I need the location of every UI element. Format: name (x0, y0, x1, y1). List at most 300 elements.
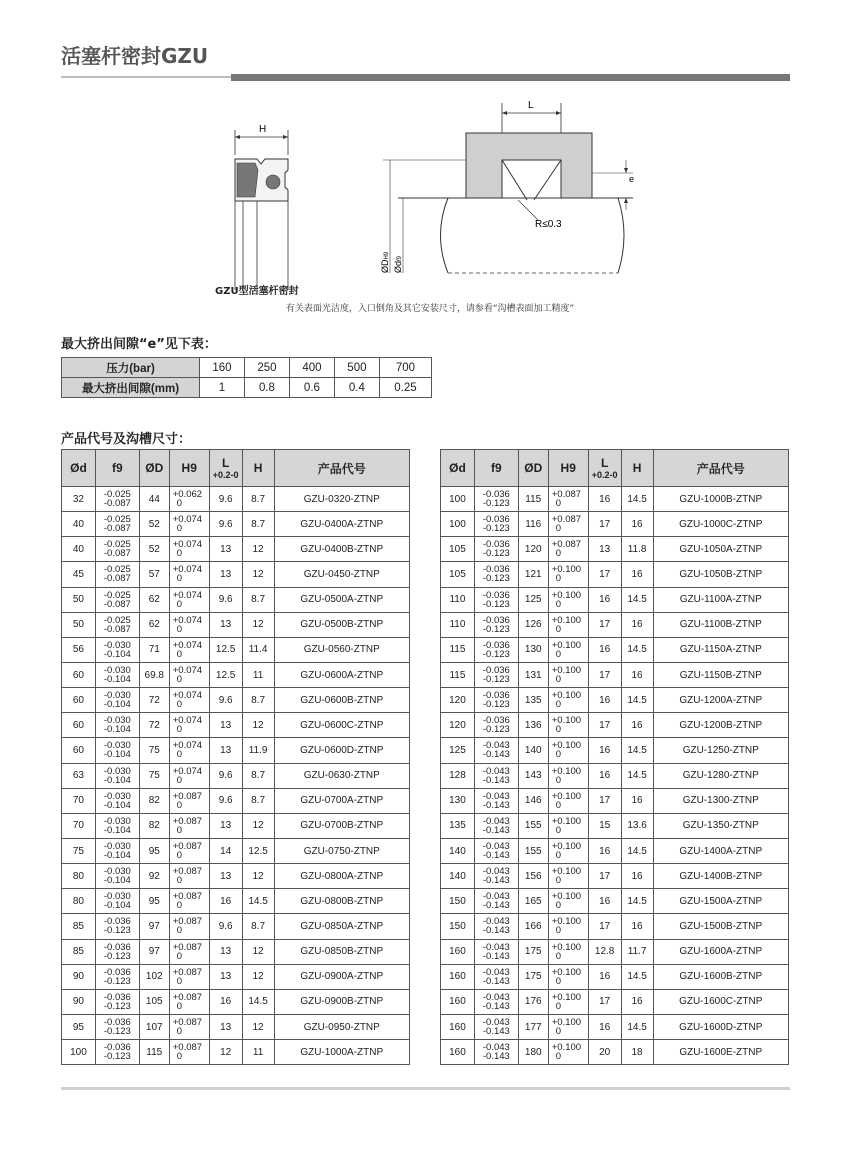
rod-tolerance-cell (95, 562, 139, 587)
groove-diameter-cell: 52 (139, 512, 169, 537)
groove-tolerance-cell (548, 637, 588, 662)
groove-tolerance-upper: +0.074 (172, 589, 203, 601)
header-groove-length (209, 450, 242, 487)
groove-tolerance-upper: +0.100 (551, 614, 582, 626)
gap-row (62, 378, 432, 398)
groove-length-cell: 17 (588, 662, 621, 687)
product-code-cell: GZU-0600A-ZTNP (274, 662, 409, 687)
rod-tolerance-upper: -0.036 (482, 690, 510, 702)
seal-height-cell: 16 (621, 713, 653, 738)
rod-tolerance-cell (95, 487, 139, 512)
groove-tolerance-lower: 0 (555, 824, 562, 836)
rod-tolerance-lower: -0.123 (482, 623, 510, 635)
groove-diameter-cell: 71 (139, 637, 169, 662)
pressure-value: 400 (289, 358, 334, 378)
table-row (62, 537, 410, 562)
rod-diameter-cell: 50 (62, 587, 96, 612)
groove-length-cell: 16 (588, 964, 621, 989)
rod-tolerance-upper: -0.025 (103, 514, 131, 526)
rod-tolerance-cell (95, 637, 139, 662)
groove-tolerance-cell (169, 889, 209, 914)
pressure-value: 250 (244, 358, 289, 378)
table-row (441, 939, 789, 964)
product-code-cell: GZU-0500A-ZTNP (274, 587, 409, 612)
header-product-code: 产品代号 (653, 450, 788, 487)
gap-value: 0.6 (289, 378, 334, 398)
groove-length-cell: 13 (209, 738, 242, 763)
rod-tolerance-lower: -0.087 (103, 623, 131, 635)
table-row (62, 813, 410, 838)
rod-tolerance-lower: -0.104 (103, 749, 131, 761)
groove-tolerance-cell (548, 1040, 588, 1065)
groove-tolerance-lower: 0 (555, 1000, 562, 1012)
seal-height-cell: 14.5 (621, 1014, 653, 1039)
groove-tolerance-cell (548, 738, 588, 763)
groove-tolerance-lower: 0 (555, 498, 562, 510)
rod-tolerance-lower: -0.143 (482, 749, 510, 761)
product-code-cell: GZU-1600C-ZTNP (653, 989, 788, 1014)
groove-tolerance-cell (169, 813, 209, 838)
groove-tolerance-lower: 0 (555, 749, 562, 761)
rod-tolerance-upper: -0.036 (482, 514, 510, 526)
rod-tolerance-lower: -0.104 (103, 824, 131, 836)
rod-tolerance-lower: -0.087 (103, 498, 131, 510)
rod-tolerance-cell (474, 1014, 518, 1039)
rod-tolerance-upper: -0.036 (103, 941, 131, 953)
groove-tolerance-lower: 0 (555, 799, 562, 811)
groove-tolerance-cell (548, 562, 588, 587)
rod-tolerance-upper: -0.043 (482, 916, 510, 928)
rod-diameter-cell: 100 (62, 1040, 96, 1065)
groove-tolerance-lower: 0 (555, 573, 562, 585)
groove-length-cell: 17 (588, 989, 621, 1014)
rod-tolerance-lower: -0.143 (482, 925, 510, 937)
rod-tolerance-upper: -0.036 (103, 1017, 131, 1029)
groove-tolerance-cell (548, 662, 588, 687)
groove-tolerance-cell (169, 738, 209, 763)
table-row (62, 914, 410, 939)
groove-length-cell: 16 (209, 889, 242, 914)
groove-tolerance-lower: 0 (176, 724, 183, 736)
table-row (441, 662, 789, 687)
rod-tolerance-upper: -0.043 (482, 941, 510, 953)
gap-value: 0.8 (244, 378, 289, 398)
rod-diameter-cell: 70 (62, 813, 96, 838)
groove-tolerance-cell (548, 914, 588, 939)
table-row (441, 587, 789, 612)
groove-tolerance-lower: 0 (176, 774, 183, 786)
groove-length-cell: 9.6 (209, 914, 242, 939)
rod-tolerance-cell (95, 813, 139, 838)
groove-length-label: L (528, 100, 534, 111)
bore-tolerance-label: H9 (384, 251, 390, 260)
table-row (62, 889, 410, 914)
groove-length-cell: 16 (209, 989, 242, 1014)
seal-cross-section-figure (215, 115, 325, 300)
products-section-title: 产品代号及沟槽尺寸： (61, 432, 192, 447)
table-row (441, 738, 789, 763)
groove-tolerance-upper: +0.100 (551, 966, 582, 978)
groove-tolerance-upper: +0.074 (172, 740, 203, 752)
product-code-cell: GZU-0700B-ZTNP (274, 813, 409, 838)
product-table-left (61, 449, 410, 1065)
groove-tolerance-upper: +0.100 (551, 841, 582, 853)
pressure-value: 160 (200, 358, 245, 378)
table-row (441, 612, 789, 637)
groove-length-cell: 16 (588, 637, 621, 662)
groove-tolerance-upper: +0.087 (172, 1017, 203, 1029)
rod-tolerance-upper: -0.025 (103, 614, 131, 626)
product-code-cell: GZU-0900B-ZTNP (274, 989, 409, 1014)
rod-tolerance-upper: -0.043 (482, 1017, 510, 1029)
rod-diameter-cell: 110 (441, 587, 475, 612)
seal-width-label: H (259, 124, 267, 135)
groove-tolerance-lower: 0 (176, 1000, 183, 1012)
product-code-cell: GZU-1200B-ZTNP (653, 713, 788, 738)
rod-tolerance-lower: -0.123 (103, 1000, 131, 1012)
groove-tolerance-lower: 0 (176, 875, 183, 887)
groove-tolerance-upper: +0.074 (172, 639, 203, 651)
rod-diameter-cell: 140 (441, 864, 475, 889)
groove-tolerance-cell (169, 587, 209, 612)
header-groove-diameter: ØD (139, 450, 169, 487)
rod-diameter-cell: 160 (441, 939, 475, 964)
title-underline-dark (231, 74, 790, 81)
header-seal-height: H (242, 450, 274, 487)
rod-tolerance-upper: -0.043 (482, 765, 510, 777)
product-code-cell: GZU-1050B-ZTNP (653, 562, 788, 587)
groove-tolerance-cell (548, 939, 588, 964)
groove-tolerance-lower: 0 (176, 699, 183, 711)
seal-height-cell: 14.5 (621, 738, 653, 763)
rod-tolerance-upper: -0.030 (103, 639, 131, 651)
rod-tolerance-lower: -0.104 (103, 699, 131, 711)
groove-length-cell: 13 (209, 1014, 242, 1039)
groove-tolerance-lower: 0 (176, 598, 183, 610)
rod-tolerance-cell (474, 813, 518, 838)
groove-tolerance-upper: +0.087 (172, 891, 203, 903)
rod-tolerance-lower: -0.104 (103, 648, 131, 660)
rod-tolerance-upper: -0.030 (103, 665, 131, 677)
seal-height-cell: 14.5 (621, 838, 653, 863)
groove-tolerance-upper: +0.074 (172, 614, 203, 626)
product-code-cell: GZU-1100B-ZTNP (653, 612, 788, 637)
footer-rule (61, 1087, 790, 1090)
rod-diameter-cell: 90 (62, 964, 96, 989)
groove-tolerance-lower: 0 (176, 950, 183, 962)
groove-tolerance-cell (169, 662, 209, 687)
groove-tolerance-cell (548, 688, 588, 713)
seal-height-cell: 14.5 (621, 637, 653, 662)
rod-tolerance-label: f9 (397, 255, 403, 261)
rod-tolerance-cell (474, 763, 518, 788)
table-row (441, 537, 789, 562)
groove-tolerance-lower: 0 (555, 774, 562, 786)
gap-label: 最大挤出间隙(mm) (62, 378, 200, 398)
rod-tolerance-cell (474, 838, 518, 863)
groove-tolerance-upper: +0.074 (172, 514, 203, 526)
rod-diameter-cell: 110 (441, 612, 475, 637)
groove-tolerance-upper: +0.100 (551, 790, 582, 802)
table-row (441, 1040, 789, 1065)
groove-tolerance-cell (169, 914, 209, 939)
rod-tolerance-cell (474, 788, 518, 813)
seal-height-cell: 16 (621, 512, 653, 537)
product-code-cell: GZU-1050A-ZTNP (653, 537, 788, 562)
rod-tolerance-cell (474, 864, 518, 889)
rod-diameter-cell: 90 (62, 989, 96, 1014)
product-code-cell: GZU-0500B-ZTNP (274, 612, 409, 637)
groove-tolerance-upper: +0.100 (551, 1017, 582, 1029)
rod-tolerance-cell (95, 662, 139, 687)
seal-height-cell: 16 (621, 914, 653, 939)
rod-diameter-cell: 105 (441, 562, 475, 587)
groove-length-cell: 12 (209, 1040, 242, 1065)
groove-diameter-cell: 62 (139, 612, 169, 637)
product-code-cell: GZU-0700A-ZTNP (274, 788, 409, 813)
groove-diameter-cell: 72 (139, 713, 169, 738)
rod-tolerance-lower: -0.087 (103, 548, 131, 560)
groove-tolerance-lower: 0 (555, 523, 562, 535)
groove-length-cell: 16 (588, 763, 621, 788)
groove-diameter-cell: 135 (518, 688, 548, 713)
seal-height-cell: 16 (621, 562, 653, 587)
pressure-row (62, 358, 432, 378)
product-code-cell: GZU-1500A-ZTNP (653, 889, 788, 914)
rod-diameter-cell: 120 (441, 713, 475, 738)
groove-tolerance-upper: +0.100 (551, 1042, 582, 1054)
bore-diameter-label: ØD (380, 259, 390, 273)
seal-height-cell: 16 (621, 989, 653, 1014)
table-row (62, 637, 410, 662)
rod-diameter-cell: 160 (441, 1040, 475, 1065)
groove-length-cell: 13 (209, 813, 242, 838)
groove-length-cell: 16 (588, 587, 621, 612)
groove-tolerance-upper: +0.087 (172, 841, 203, 853)
product-code-cell: GZU-1000B-ZTNP (653, 487, 788, 512)
groove-tolerance-cell (169, 1040, 209, 1065)
gap-value: 1 (200, 378, 245, 398)
product-code-cell: GZU-1100A-ZTNP (653, 587, 788, 612)
seal-height-cell: 11.9 (242, 738, 274, 763)
rod-diameter-cell: 45 (62, 562, 96, 587)
groove-length-cell: 9.6 (209, 587, 242, 612)
rod-tolerance-cell (474, 939, 518, 964)
rod-tolerance-upper: -0.043 (482, 790, 510, 802)
rod-tolerance-upper: -0.025 (103, 589, 131, 601)
rod-tolerance-cell (95, 688, 139, 713)
groove-length-cell: 13 (588, 537, 621, 562)
rod-tolerance-cell (95, 537, 139, 562)
rod-diameter-cell: 60 (62, 662, 96, 687)
groove-diameter-cell: 177 (518, 1014, 548, 1039)
rod-tolerance-upper: -0.025 (103, 539, 131, 551)
product-code-cell: GZU-1250-ZTNP (653, 738, 788, 763)
table-row (62, 989, 410, 1014)
groove-diameter-cell: 121 (518, 562, 548, 587)
rod-tolerance-upper: -0.043 (482, 991, 510, 1003)
rod-diameter-cell: 32 (62, 487, 96, 512)
seal-height-cell: 12 (242, 1014, 274, 1039)
rod-tolerance-lower: -0.143 (482, 1000, 510, 1012)
groove-tolerance-lower: 0 (176, 648, 183, 660)
product-code-cell: GZU-0750-ZTNP (274, 838, 409, 863)
table-header-row (441, 450, 789, 487)
table-row (62, 512, 410, 537)
title-underline-light (61, 76, 231, 78)
seal-height-cell: 12.5 (242, 838, 274, 863)
rod-tolerance-lower: -0.104 (103, 900, 131, 912)
header-groove-length (588, 450, 621, 487)
table-row (441, 989, 789, 1014)
product-code-cell: GZU-1200A-ZTNP (653, 688, 788, 713)
groove-tolerance-lower: 0 (555, 598, 562, 610)
table-row (62, 1040, 410, 1065)
groove-length-cell: 16 (588, 487, 621, 512)
groove-diameter-cell: 126 (518, 612, 548, 637)
groove-diameter-cell: 115 (518, 487, 548, 512)
rod-tolerance-cell (95, 989, 139, 1014)
groove-tolerance-upper: +0.100 (551, 589, 582, 601)
groove-tolerance-cell (169, 964, 209, 989)
rod-tolerance-upper: -0.043 (482, 841, 510, 853)
groove-tolerance-cell (169, 1014, 209, 1039)
seal-height-cell: 8.7 (242, 587, 274, 612)
rod-tolerance-upper: -0.030 (103, 891, 131, 903)
table-row (441, 788, 789, 813)
groove-tolerance-upper: +0.100 (551, 715, 582, 727)
table-row (441, 562, 789, 587)
rod-diameter-cell: 40 (62, 512, 96, 537)
product-code-cell: GZU-0850A-ZTNP (274, 914, 409, 939)
groove-tolerance-lower: 0 (176, 900, 183, 912)
rod-tolerance-lower: -0.143 (482, 1026, 510, 1038)
svg-text:Ødf9 (393, 255, 403, 273)
groove-tolerance-cell (548, 512, 588, 537)
rod-tolerance-upper: -0.043 (482, 815, 510, 827)
table-row (441, 637, 789, 662)
groove-diameter-cell: 95 (139, 838, 169, 863)
rod-tolerance-cell (95, 788, 139, 813)
seal-height-cell: 14.5 (242, 889, 274, 914)
groove-tolerance-cell (548, 889, 588, 914)
rod-tolerance-lower: -0.123 (103, 1051, 131, 1063)
rod-diameter-cell: 60 (62, 713, 96, 738)
table-row (62, 487, 410, 512)
rod-tolerance-lower: -0.123 (482, 674, 510, 686)
groove-tolerance-upper: +0.100 (551, 765, 582, 777)
gap-value: 0.25 (379, 378, 431, 398)
groove-length-cell: 13 (209, 612, 242, 637)
groove-length-cell: 16 (588, 688, 621, 713)
groove-diameter-cell: 57 (139, 562, 169, 587)
table-row (441, 487, 789, 512)
table-row (62, 864, 410, 889)
rod-diameter-cell: 150 (441, 914, 475, 939)
rod-tolerance-upper: -0.036 (482, 589, 510, 601)
table-row (441, 512, 789, 537)
seal-height-cell: 14.5 (621, 587, 653, 612)
groove-length-cell: 17 (588, 713, 621, 738)
groove-tolerance-cell (169, 713, 209, 738)
groove-length-cell: 13 (209, 562, 242, 587)
seal-height-cell: 12 (242, 562, 274, 587)
product-code-cell: GZU-1350-ZTNP (653, 813, 788, 838)
table-row (62, 788, 410, 813)
groove-length-cell: 9.6 (209, 688, 242, 713)
rod-diameter-cell: 70 (62, 788, 96, 813)
rod-tolerance-lower: -0.123 (482, 498, 510, 510)
product-table-right (440, 449, 789, 1065)
rod-tolerance-lower: -0.104 (103, 774, 131, 786)
groove-length-cell: 9.6 (209, 487, 242, 512)
rod-tolerance-cell (474, 562, 518, 587)
rod-diameter-cell: 75 (62, 838, 96, 863)
groove-diameter-cell: 156 (518, 864, 548, 889)
groove-tolerance-upper: +0.087 (172, 966, 203, 978)
groove-tolerance-lower: 0 (176, 749, 183, 761)
rod-tolerance-upper: -0.036 (482, 715, 510, 727)
product-code-cell: GZU-0800A-ZTNP (274, 864, 409, 889)
rod-diameter-cell: 100 (441, 487, 475, 512)
groove-tolerance-upper: +0.087 (551, 489, 582, 501)
groove-tolerance-upper: +0.087 (551, 539, 582, 551)
groove-tolerance-cell (548, 788, 588, 813)
rod-tolerance-lower: -0.123 (482, 523, 510, 535)
groove-tolerance-upper: +0.100 (551, 815, 582, 827)
radius-label: R≤0.3 (535, 219, 562, 230)
groove-diameter-cell: 62 (139, 587, 169, 612)
groove-tolerance-upper: +0.100 (551, 639, 582, 651)
rod-tolerance-lower: -0.123 (482, 573, 510, 585)
rod-tolerance-lower: -0.143 (482, 1051, 510, 1063)
groove-tolerance-cell (169, 763, 209, 788)
groove-diameter-cell: 52 (139, 537, 169, 562)
seal-height-cell: 11.7 (621, 939, 653, 964)
groove-diameter-cell: 125 (518, 587, 548, 612)
table-header-row (62, 450, 410, 487)
rod-diameter-cell: 85 (62, 939, 96, 964)
groove-tolerance-cell (169, 864, 209, 889)
table-row (62, 587, 410, 612)
groove-tolerance-lower: 0 (555, 975, 562, 987)
groove-tolerance-lower: 0 (555, 548, 562, 560)
groove-length-cell: 17 (588, 612, 621, 637)
rod-diameter-cell: 115 (441, 637, 475, 662)
groove-diameter-cell: 180 (518, 1040, 548, 1065)
groove-tolerance-cell (548, 813, 588, 838)
rod-tolerance-cell (95, 713, 139, 738)
groove-tolerance-cell (548, 763, 588, 788)
rod-tolerance-cell (95, 838, 139, 863)
seal-height-cell: 14.5 (621, 487, 653, 512)
groove-tolerance-upper: +0.087 (172, 866, 203, 878)
groove-diameter-cell: 120 (518, 537, 548, 562)
groove-tolerance-upper: +0.100 (551, 866, 582, 878)
groove-tolerance-lower: 0 (176, 548, 183, 560)
table-row (62, 562, 410, 587)
groove-length-cell: 13 (209, 939, 242, 964)
groove-tolerance-upper: +0.074 (172, 715, 203, 727)
header-rod-tolerance: f9 (474, 450, 518, 487)
rod-tolerance-lower: -0.123 (482, 648, 510, 660)
seal-height-cell: 8.7 (242, 763, 274, 788)
table-row (62, 738, 410, 763)
product-code-cell: GZU-0800B-ZTNP (274, 889, 409, 914)
product-code-cell: GZU-1300-ZTNP (653, 788, 788, 813)
product-code-cell: GZU-0900A-ZTNP (274, 964, 409, 989)
rod-tolerance-cell (474, 738, 518, 763)
